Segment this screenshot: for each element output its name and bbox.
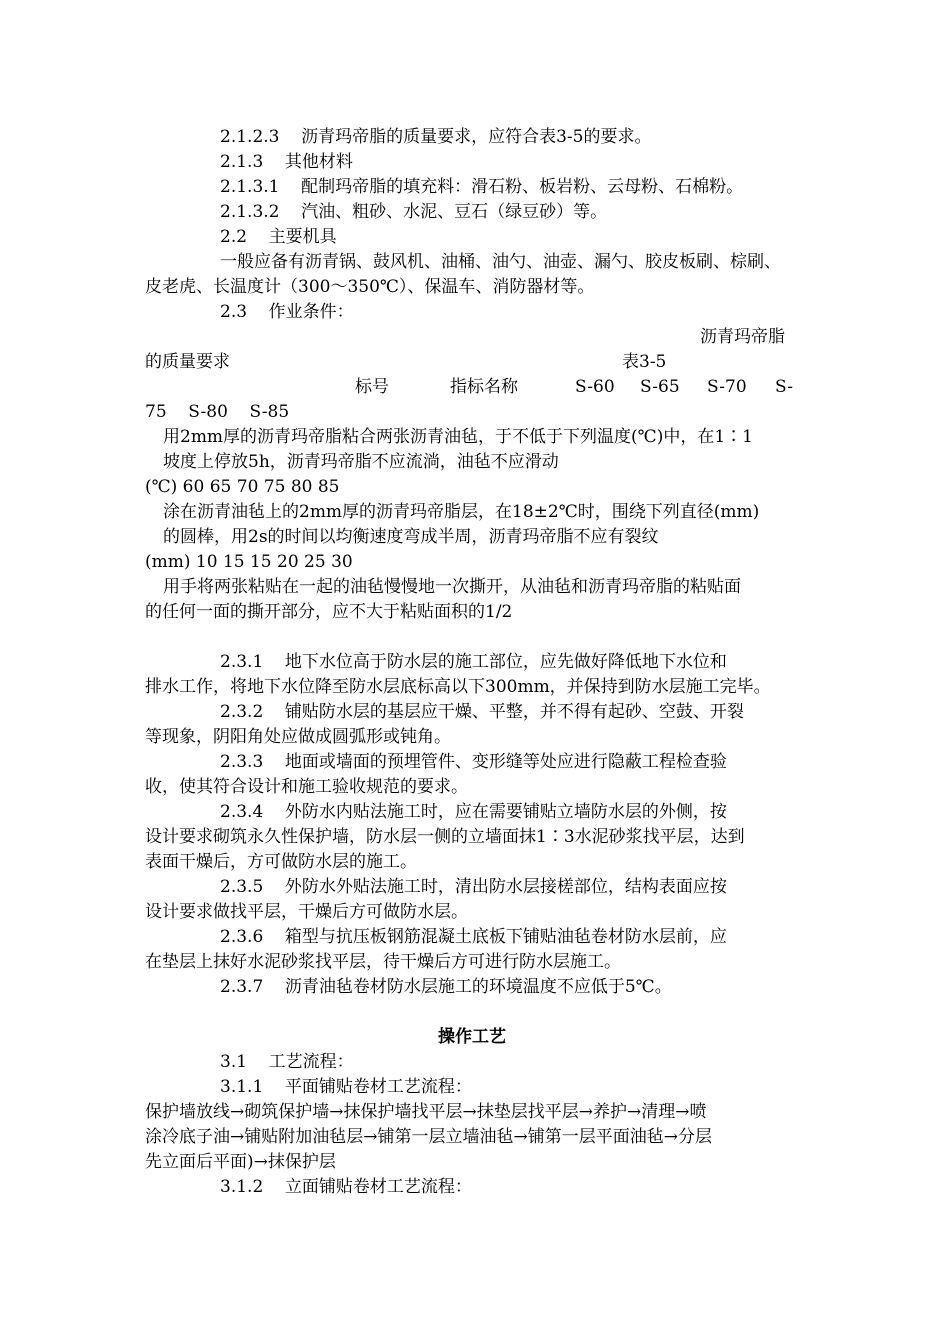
text-line: 3.1.1 平面铺贴卷材工艺流程： — [220, 1077, 472, 1097]
text-line: 2.1.3.1 配制玛帝脂的填充料：滑石粉、板岩粉、云母粉、石棉粉。 — [220, 177, 744, 197]
table-row-text: 用2mm厚的沥青玛帝脂粘合两张沥青油毡，于不低于下列温度(℃)中，在1∶1 — [163, 427, 753, 447]
table-header-cell: S-70 — [707, 377, 747, 397]
text-line: 2.3.3 地面或墙面的预埋管件、变形缝等处应进行隐蔽工程检查验 — [220, 752, 727, 772]
table-header-cell: 75 S-80 S-85 — [145, 402, 290, 422]
text-line: 收，使其符合设计和施工验收规范的要求。 — [145, 777, 468, 797]
section-heading: 操作工艺 — [438, 1027, 506, 1047]
table-number: 表3-5 — [622, 352, 667, 372]
table-header-cell: S-60 — [575, 377, 615, 397]
text-line: 涂冷底子油→铺贴附加油毡层→铺第一层立墙油毡→铺第一层平面油毡→分层 — [145, 1127, 712, 1147]
text-line: 排水工作，将地下水位降至防水层底标高以下300mm，并保持到防水层施工完毕。 — [145, 677, 771, 697]
text-line: 2.3.1 地下水位高于防水层的施工部位，应先做好降低地下水位和 — [220, 652, 727, 672]
text-line: 3.1.2 立面铺贴卷材工艺流程： — [220, 1177, 472, 1197]
text-line: 设计要求砌筑永久性保护墙，防水层一侧的立墙面抹1∶3水泥砂浆找平层，达到 — [145, 827, 745, 847]
table-header-cell: S-65 — [640, 377, 680, 397]
table-header-cell: S- — [775, 377, 794, 397]
table-title-part: 的质量要求 — [145, 352, 230, 372]
text-line: 2.1.3 其他材料 — [220, 152, 353, 172]
text-line: 一般应备有沥青锅、鼓风机、油桶、油勺、油壶、漏勺、胶皮板刷、棕刷、 — [220, 252, 781, 272]
table-row-text: 涂在沥青油毡上的2mm厚的沥青玛帝脂层，在18±2℃时，围绕下列直径(mm) — [163, 502, 760, 522]
table-header-cell: 指标名称 — [450, 377, 518, 397]
table-row-values: (mm) 10 15 15 20 25 30 — [145, 552, 353, 572]
text-line: 表面干燥后，方可做防水层的施工。 — [145, 852, 417, 872]
text-line: 2.2 主要机具 — [220, 227, 337, 247]
text-line: 先立面后平面)→抹保护层 — [145, 1152, 336, 1172]
text-line: 2.3.5 外防水外贴法施工时，清出防水层接槎部位，结构表面应按 — [220, 877, 727, 897]
text-line: 保护墙放线→砌筑保护墙→抹保护墙找平层→抹垫层找平层→养护→清理→喷 — [145, 1102, 707, 1122]
text-line: 3.1 工艺流程： — [220, 1052, 354, 1072]
text-line: 设计要求做找平层，干燥后方可做防水层。 — [145, 902, 468, 922]
text-line: 在垫层上抹好水泥砂浆找平层，待干燥后方可进行防水层施工。 — [145, 952, 621, 972]
text-line: 2.3 作业条件： — [220, 302, 354, 322]
text-line: 2.1.2.3 沥青玛帝脂的质量要求，应符合表3-5的要求。 — [220, 127, 652, 147]
text-line: 2.3.2 铺贴防水层的基层应干燥、平整，并不得有起砂、空鼓、开裂 — [220, 702, 744, 722]
text-line: 2.1.3.2 汽油、粗砂、水泥、豆石（绿豆砂）等。 — [220, 202, 608, 222]
table-row-text: 的任何一面的撕开部分，应不大于粘贴面积的1/2 — [145, 602, 513, 622]
table-row-text: 坡度上停放5h，沥青玛帝脂不应流淌，油毡不应滑动 — [163, 452, 559, 472]
text-line: 皮老虎、长温度计（300～350℃）、保温车、消防器材等。 — [145, 277, 595, 297]
text-line: 等现象，阴阳角处应做成圆弧形或钝角。 — [145, 727, 451, 747]
text-line: 2.3.6 箱型与抗压板钢筋混凝土底板下铺贴油毡卷材防水层前，应 — [220, 927, 727, 947]
text-line: 2.3.4 外防水内贴法施工时，应在需要铺贴立墙防水层的外侧，按 — [220, 802, 727, 822]
table-header-cell: 标号 — [355, 377, 389, 397]
table-row-text: 的圆棒，用2s的时间以均衡速度弯成半周，沥青玛帝脂不应有裂纹 — [163, 527, 659, 547]
table-row-text: 用手将两张粘贴在一起的油毡慢慢地一次撕开，从油毡和沥青玛帝脂的粘贴面 — [163, 577, 741, 597]
table-title-part: 沥青玛帝脂 — [700, 327, 785, 347]
text-line: 2.3.7 沥青油毡卷材防水层施工的环境温度不应低于5℃。 — [220, 977, 672, 997]
table-row-values: (℃) 60 65 70 75 80 85 — [145, 477, 340, 497]
